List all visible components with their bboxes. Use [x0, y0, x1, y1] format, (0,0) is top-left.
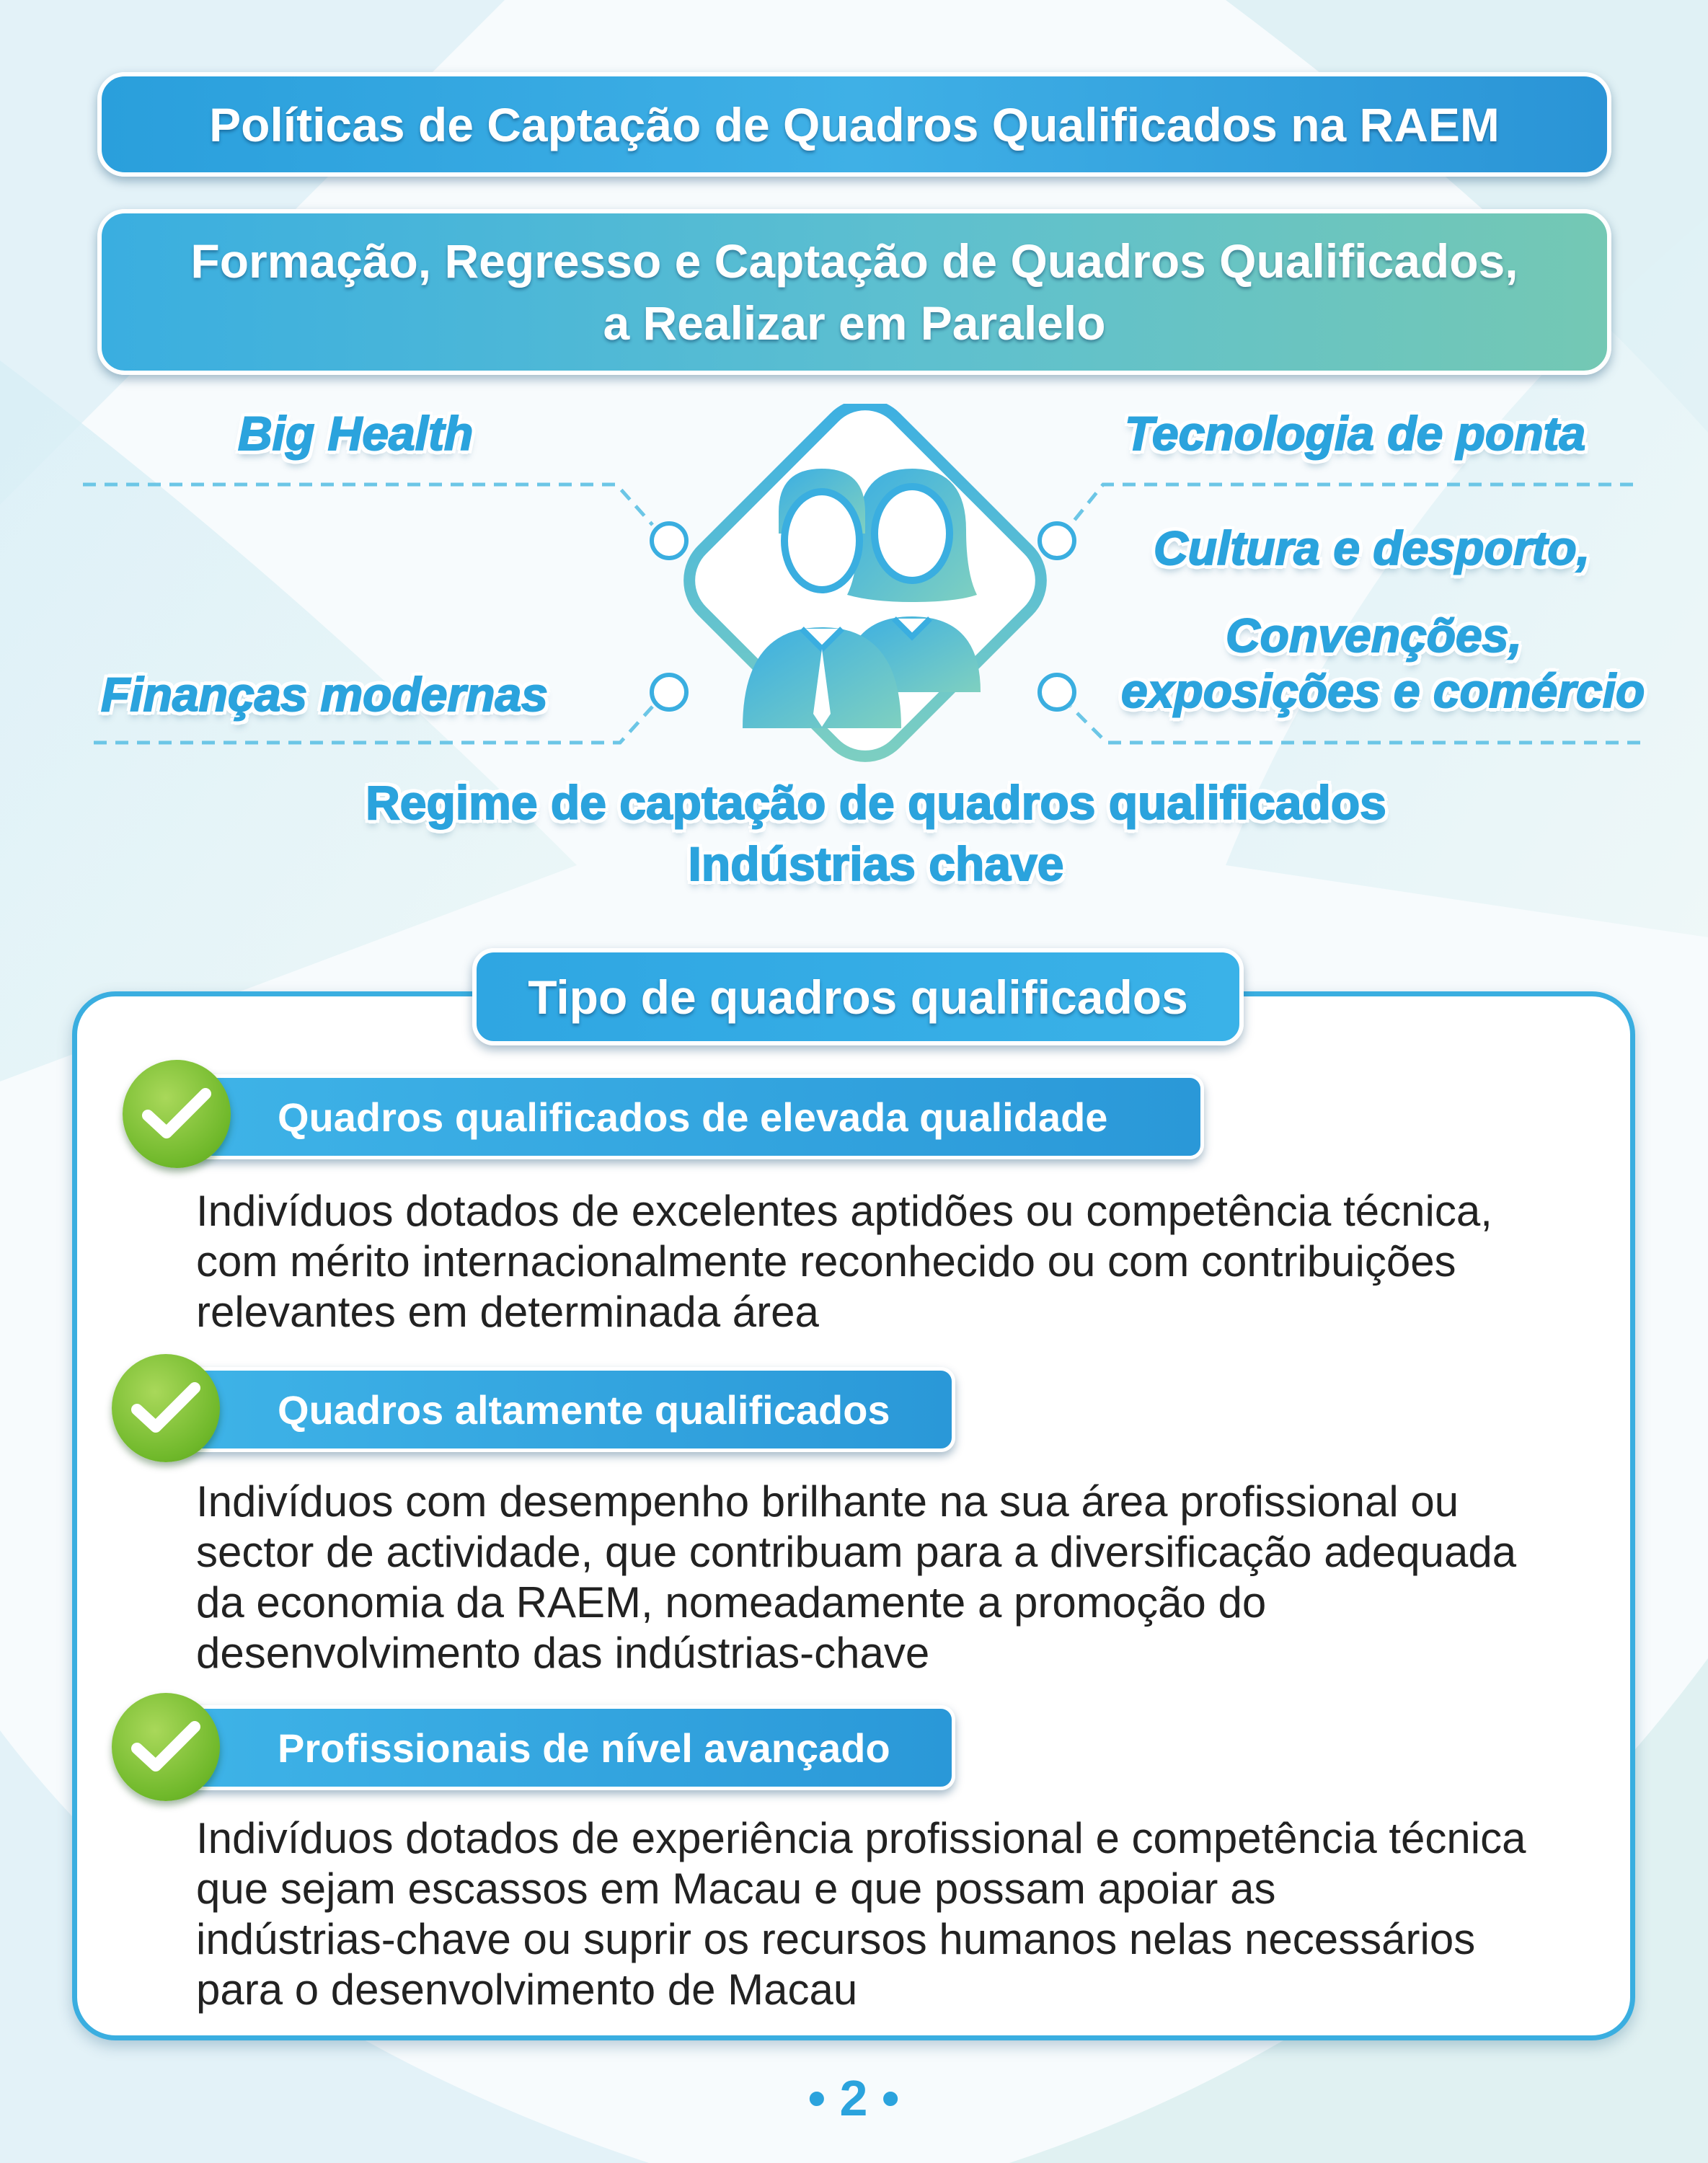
subtitle-banner: [97, 209, 1611, 375]
types-heading: Tipo de quadros qualificados: [472, 948, 1244, 1045]
desc-line: para o desenvolvimento de Macau: [196, 1965, 858, 2014]
label-regime: Regime de captação de quadros qualificados: [366, 776, 1386, 829]
label-industrias: Indústrias chave: [688, 837, 1064, 890]
desc-line: Indivíduos com desempenho brilhante na sua área profissional ou: [196, 1477, 1459, 1526]
category-label-2: Quadros altamente qualificados: [278, 1386, 890, 1433]
desc-line: sector de actividade, que contribuam para a diversificação adequada: [196, 1528, 1517, 1576]
label-tecnologia: Tecnologia de ponta: [1125, 407, 1586, 460]
category-bar-3: [155, 1705, 955, 1790]
desc-line: que sejam escassos em Macau e que possam apoiar as: [196, 1865, 1276, 1913]
subtitle-line-1: Formação, Regresso e Captação de Quadros Qualificados,: [190, 234, 1518, 288]
label-financas: Finanças modernas: [101, 668, 548, 721]
label-big-health: Big Health: [238, 407, 474, 460]
page-title: Políticas de Captação de Quadros Qualificados na RAEM: [97, 72, 1611, 177]
page-number: • 2 •: [807, 2070, 900, 2126]
category-desc-1: [196, 1186, 1624, 1337]
label-convencoes: Convenções,: [1226, 609, 1522, 662]
category-bar-2: [155, 1367, 955, 1452]
desc-line: da economia da RAEM, nomeadamente a promoção do: [196, 1578, 1267, 1627]
check-icon: [112, 1354, 220, 1462]
desc-line: desenvolvimento das indústrias-chave: [196, 1629, 930, 1677]
desc-line: com mérito internacionalmente reconhecido ou com contribuições: [196, 1237, 1456, 1286]
check-icon: [123, 1060, 231, 1168]
desc-line: Indivíduos dotados de excelentes aptidões ou competência técnica,: [196, 1187, 1492, 1235]
category-bar-1: [155, 1074, 1204, 1159]
label-exposicoes: exposições e comércio: [1121, 664, 1645, 717]
desc-line: indústrias-chave ou suprir os recursos humanos nelas necessários: [196, 1915, 1476, 1963]
label-cultura: Cultura e desporto,: [1154, 521, 1590, 575]
category-label-1: Quadros qualificados de elevada qualidade: [278, 1094, 1108, 1140]
category-desc-3: [196, 1813, 1624, 2015]
subtitle-line-2: a Realizar em Paralelo: [603, 296, 1106, 350]
desc-line: Indivíduos dotados de experiência profissional e competência técnica: [196, 1814, 1526, 1862]
category-desc-2: [196, 1477, 1624, 1678]
check-icon: [112, 1693, 220, 1801]
desc-line: relevantes em determinada área: [196, 1288, 819, 1336]
category-label-3: Profissionais de nível avançado: [278, 1725, 890, 1771]
industries-diagram: [0, 404, 1708, 808]
